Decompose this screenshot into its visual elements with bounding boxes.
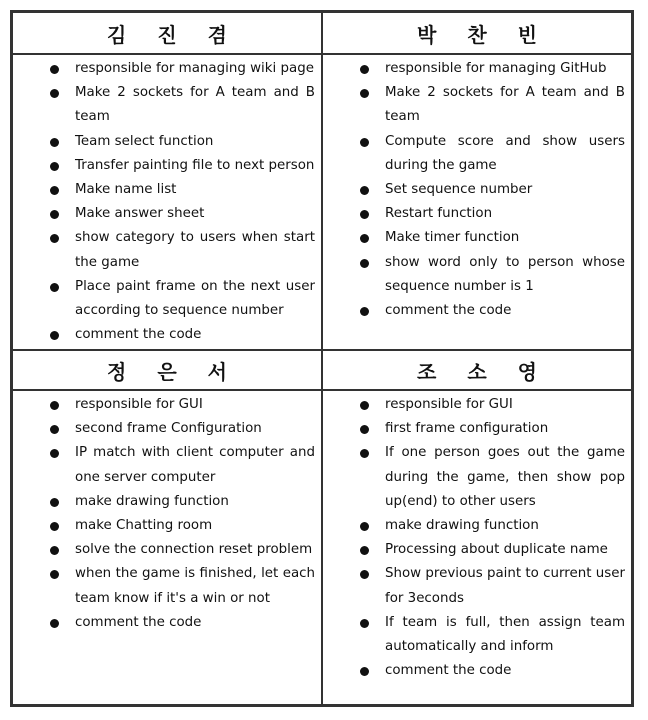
task-item: Show previous paint to current user for 3econds (323, 562, 631, 610)
task-item: Team select function (13, 130, 321, 154)
task-item: make drawing function (13, 490, 321, 514)
member-tasks-cell-4 (322, 390, 632, 705)
task-list (323, 57, 631, 323)
member-name: 김 진 겸 (107, 22, 239, 47)
task-item: responsible for GUI (323, 393, 631, 417)
task-item: responsible for managing wiki page (13, 57, 321, 81)
task-item: comment the code (13, 611, 321, 635)
member-name-header-2 (322, 12, 632, 54)
task-item: Processing about duplicate name (323, 538, 631, 562)
member-tasks-cell-3 (12, 390, 322, 705)
task-item: when the game is finished, let each team know if it's a win or not (13, 562, 321, 610)
member-name: 정 은 서 (107, 359, 239, 384)
member-name-header-1 (12, 12, 322, 54)
task-item: make Chatting room (13, 514, 321, 538)
role-table (10, 10, 634, 707)
task-item: Make answer sheet (13, 202, 321, 226)
member-name: 조 소 영 (417, 359, 549, 384)
member-name: 박 찬 빈 (417, 22, 549, 47)
task-item: Compute score and show users during the game (323, 130, 631, 178)
task-item: comment the code (323, 299, 631, 323)
task-list (323, 393, 631, 683)
task-item: IP match with client computer and one server computer (13, 441, 321, 489)
task-item: solve the connection reset problem (13, 538, 321, 562)
task-item: responsible for GUI (13, 393, 321, 417)
task-item: comment the code (13, 323, 321, 347)
task-item: comment the code (323, 659, 631, 683)
member-name-header-4 (322, 350, 632, 390)
task-item: Make 2 sockets for A team and B team (323, 81, 631, 129)
task-item: first frame configuration (323, 417, 631, 441)
task-item: Set sequence number (323, 178, 631, 202)
task-item: If one person goes out the game during the game, then show pop up(end) to other users (323, 441, 631, 514)
member-name-header-3 (12, 350, 322, 390)
task-item: Transfer painting file to next person (13, 154, 321, 178)
task-item: responsible for managing GitHub (323, 57, 631, 81)
task-list (13, 57, 321, 347)
task-item: Make timer function (323, 226, 631, 250)
task-item: second frame Configuration (13, 417, 321, 441)
task-item: Restart function (323, 202, 631, 226)
task-item: make drawing function (323, 514, 631, 538)
member-tasks-cell-1 (12, 54, 322, 350)
task-item: show word only to person whose sequence number is 1 (323, 251, 631, 299)
task-item: Place paint frame on the next user according to sequence number (13, 275, 321, 323)
task-item: Make name list (13, 178, 321, 202)
task-item: If team is full, then assign team automatically and inform (323, 611, 631, 659)
task-item: Make 2 sockets for A team and B team (13, 81, 321, 129)
task-list (13, 393, 321, 635)
member-tasks-cell-2 (322, 54, 632, 350)
task-item: show category to users when start the game (13, 226, 321, 274)
